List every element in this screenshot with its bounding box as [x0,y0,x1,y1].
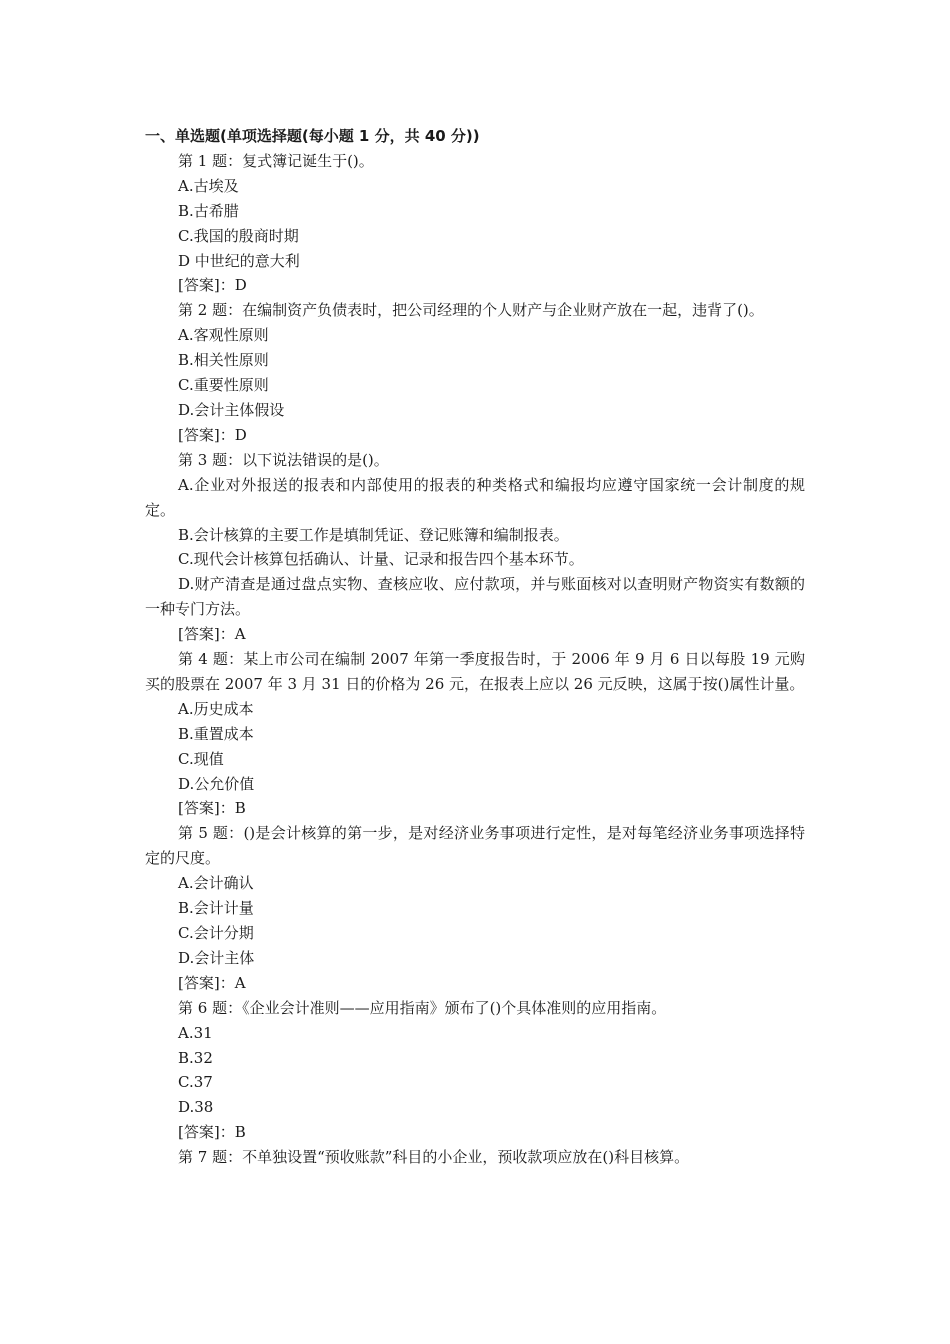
option-c: C.会计分期 [178,924,254,942]
option-c: C.重要性原则 [178,376,269,395]
option-d: D.会计主体假设 [178,400,285,419]
question-stem: 第 1 题：复式簿记诞生于()。 [178,151,374,170]
question-stem: 第 7 题：不单独设置“预收账款”科目的小企业，预收款项应放在()科目核算。 [178,1148,690,1167]
question-stem: 第 4 题：某上市公司在编制 2007 年第一季度报告时，于 2006 年 9 月 6 日以每股 19 元购买的股票在 2007 年 3 月 31 日的价格为 26 元，在报表上应以 26 元反映，这属于按()属性计量。 [145,650,805,693]
question-stem: 第 6 题：《企业会计准则——应用指南》颁布了()个具体准则的应用指南。 [178,998,667,1017]
option-b: B.相关性原则 [178,351,269,370]
option-a: A.31 [178,1023,213,1042]
option-b: B.古希腊 [178,201,239,220]
option-d: D 中世纪的意大利 [178,251,300,270]
answer-line: [答案]：D [178,276,247,295]
option-d: D.会计主体 [178,948,255,967]
question-5 [145,821,805,995]
option-b: B.会计核算的主要工作是填制凭证、登记账簿和编制报表。 [178,525,569,544]
question-stem: 第 2 题：在编制资产负债表时，把公司经理的个人财产与企业财产放在一起，违背了()。 [178,301,764,320]
question-6 [145,996,805,1145]
option-d: D.公允价值 [178,774,255,793]
answer-line: [答案]：D [178,425,247,444]
option-c: C.我国的殷商时期 [178,226,299,245]
answer-line: [答案]：B [178,799,246,818]
option-d: D.38 [178,1098,214,1117]
question-7 [145,1145,805,1170]
option-b: B.32 [178,1048,213,1067]
option-a: A.企业对外报送的报表和内部使用的报表的种类格式和编报均应遵守国家统一会计制度的规定。 [145,475,805,519]
question-stem: 第 5 题：()是会计核算的第一步，是对经济业务事项进行定性，是对每笔经济业务事项选择特定的尺度。 [145,824,805,868]
option-a: A.会计确认 [178,874,254,893]
option-a: A.历史成本 [178,699,254,718]
document-body [145,124,805,1170]
option-a: A.古埃及 [178,176,239,195]
option-a: A.客观性原则 [178,326,269,345]
answer-line: [答案]：A [178,973,246,992]
answer-line: [答案]：B [178,1123,246,1142]
option-b: B.重置成本 [178,724,254,743]
question-1 [145,149,805,298]
question-stem: 第 3 题：以下说法错误的是()。 [178,450,389,469]
question-4 [145,647,805,821]
section-title: 一、单选题(单项选择题(每小题 1 分，共 40 分)) [145,127,480,145]
question-2 [145,298,805,447]
option-c: C.现值 [178,749,224,768]
answer-line: [答案]：A [178,625,246,644]
option-b: B.会计计量 [178,899,254,918]
option-c: C.37 [178,1073,213,1092]
question-3 [145,448,805,647]
option-c: C.现代会计核算包括确认、计量、记录和报告四个基本环节。 [178,550,584,569]
option-d: D.财产清查是通过盘点实物、查核应收、应付款项，并与账面核对以查明财产物资实有数额的一种专门方法。 [145,575,805,619]
